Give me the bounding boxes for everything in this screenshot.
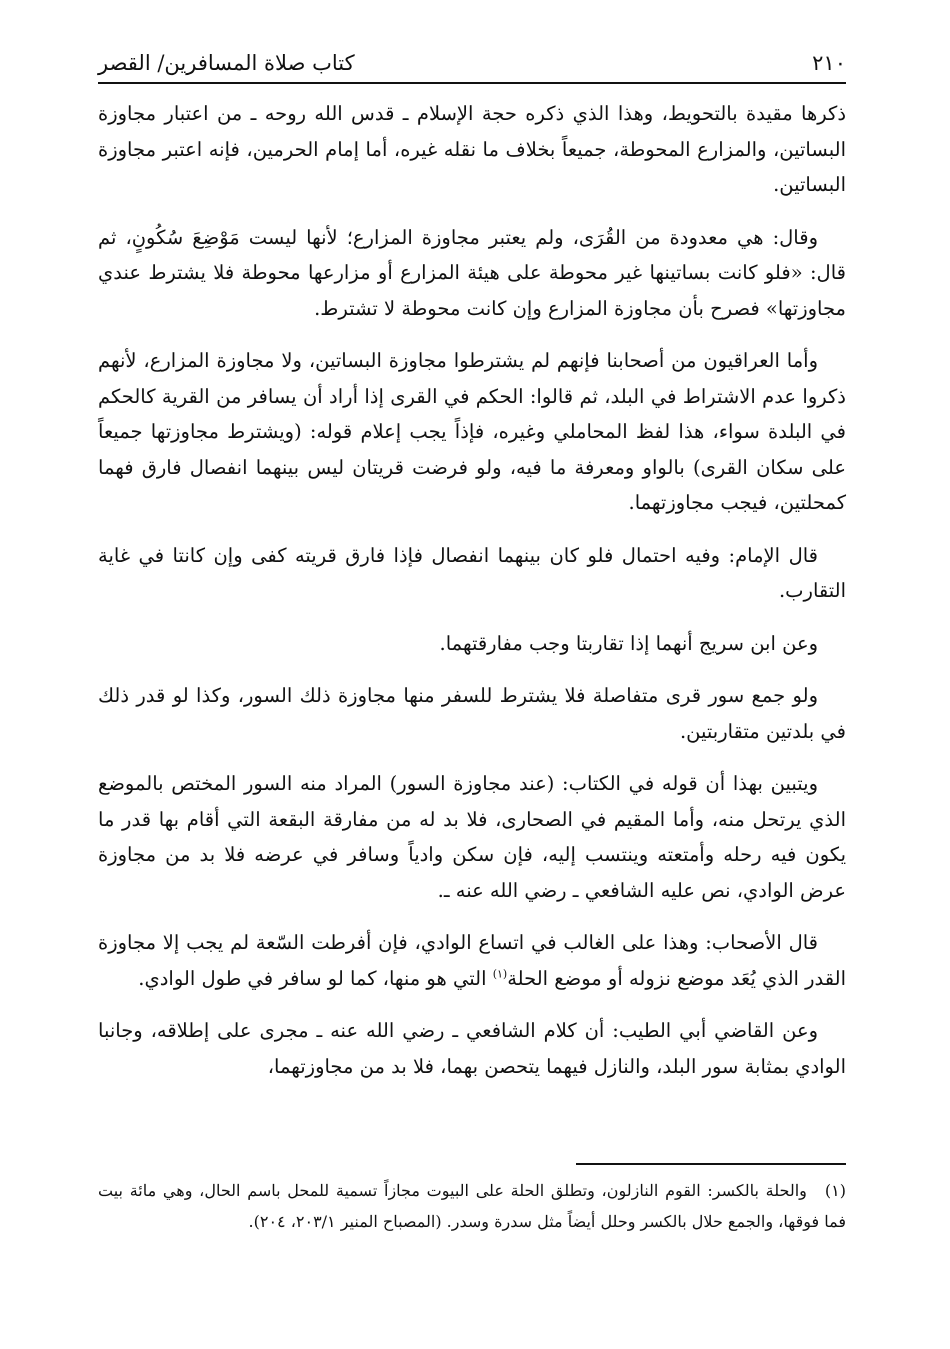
paragraph: وعن القاضي أبي الطيب: أن كلام الشافعي ـ رضي الله عنه ـ مجرى على إطلاقه، وجانبا الوادي بمثابة سور البلد، والنازل فيهما يتحصن بهما، فلا بد من مجاوزتهما، bbox=[98, 1019, 846, 1078]
footnote-marker: (١) bbox=[492, 967, 508, 980]
header-rule bbox=[98, 82, 846, 84]
footnote-number: (١) bbox=[824, 1181, 846, 1200]
paragraph: وقال: هي معدودة من القُرَى، ولم يعتبر مجاوزة المزارع؛ لأنها ليست مَوْضِعَ سُكُونٍ، ثم قال: «فلو كانت بساتينها غير محوطة على هيئة المزارع أو مزارعها محوطة فلا يشترط عندي مجاوزتها» فصرح بأن مجاوزة المزارع وإن كانت محوطة لا تشترط. bbox=[98, 225, 846, 320]
paragraph-part: التي هو منها، كما لو سافر في طول الوادي. bbox=[138, 966, 487, 990]
paragraph: ويتبين بهذا أن قوله في الكتاب: (عند مجاوزة السور) المراد منه السور المختص بالموضع الذي يرتحل منه، وأما المقيم في الصحارى، فلا بد له من مفارقة البقعة التي أقام بها قدر ما يكون فيه رحله وأمتعته وينتسب إليه، فإن سكن وادياً وسافر في عرضه فلا بد من مجاوزة عرض الوادي، نص عليه الشافعي ـ رضي الله عنه ـ. bbox=[98, 772, 846, 902]
footnote-text: والحلة بالكسر: القوم النازلون، وتطلق الحلة على البيوت مجازاً تسمية للمحل باسم الحال، وهي مائة بيت فما فوقها، والجمع حلال بالكسر وحلل أيضاً مثل سدرة وسدر. (المصباح المنير ٢٠٣/١، ٢٠٤). bbox=[98, 1181, 846, 1231]
page-header bbox=[98, 38, 846, 78]
paragraph: ولو جمع سور قرى متفاصلة فلا يشترط للسفر منها مجاوزة ذلك السور، وكذا لو قدر ذلك في بلدتين متقاربتين. bbox=[98, 684, 846, 743]
paragraph: قال الإمام: وفيه احتمال فلو كان بينهما انفصال فإذا فارق قريته كفى وإن كانتا في غاية التقارب. bbox=[98, 543, 846, 602]
footnote bbox=[98, 1175, 846, 1237]
paragraph: وأما العراقيون من أصحابنا فإنهم لم يشترطوا مجاوزة البساتين، ولا مجاوزة المزارع، لأنهم ذكروا عدم الاشتراط في البلد، ثم قالوا: الحكم في القرى إذا أراد أن يسافر من القرية كالحكم في البلدة سواء، هذا لفظ المحاملي وغيره، فإذاً يجب إعلام قوله: (ويشترط مجاوزتها جميعاً على سكان القرى) بالواو ومعرفة ما فيه، ولو فرضت قريتان ليس بينهما انفصال فارق فهما كمحلتين، فيجب مجاوزتهما. bbox=[98, 349, 846, 514]
paragraph-with-footnote bbox=[98, 925, 846, 996]
paragraph: ذكرها مقيدة بالتحويط، وهذا الذي ذكره حجة الإسلام ـ قدس الله روحه ـ من اعتبار مجاوزة البساتين، والمزارع المحوطة، جميعاً بخلاف ما نقله غيره، أما إمام الحرمين، فإنه اعتبر مجاوزة البساتين. bbox=[98, 102, 846, 196]
page-number: ٢١٠ bbox=[812, 51, 846, 75]
running-title: كتاب صلاة المسافرين/ القصر bbox=[98, 51, 355, 75]
paragraph: وعن ابن سريج أنهما إذا تقاربتا وجب مفارقتهما. bbox=[439, 631, 818, 655]
paragraph-part: قال الأصحاب: وهذا على الغالب في اتساع الوادي، فإن أفرطت السّعة لم يجب إلا مجاوزة القدر الذي يُعَد موضع نزوله أو موضع الحلة bbox=[98, 931, 846, 990]
footnote-rule bbox=[576, 1163, 846, 1165]
body-text bbox=[98, 96, 846, 1101]
